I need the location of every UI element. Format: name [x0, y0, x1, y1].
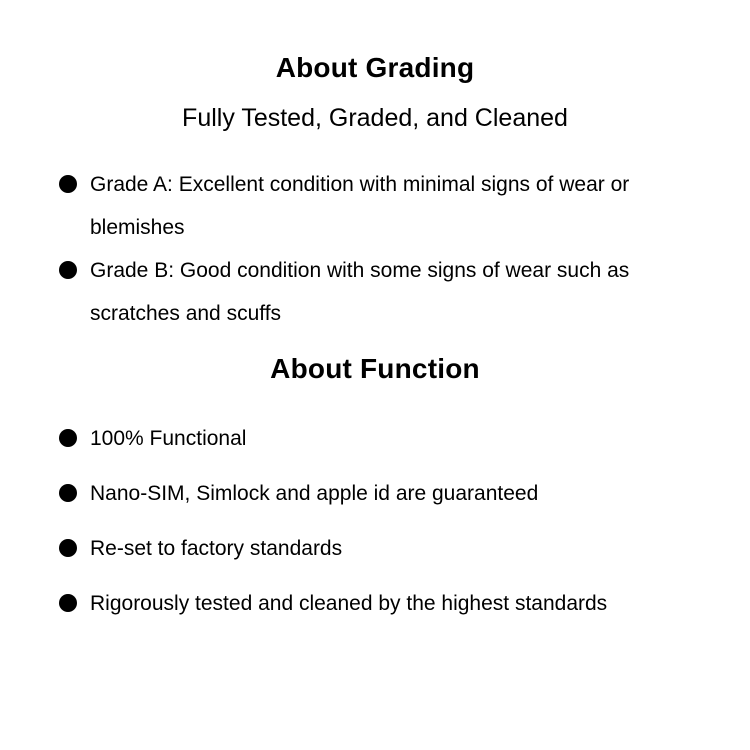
list-item: [59, 163, 750, 249]
list-item: [59, 582, 750, 625]
list-item-text: 100% Functional: [90, 427, 247, 450]
list-item: [59, 417, 750, 460]
list-item-text: Nano-SIM, Simlock and apple id are guaranteed: [90, 482, 539, 505]
function-section-title: About Function: [270, 353, 480, 384]
list-item: [59, 249, 750, 335]
grading-section-title: About Grading: [275, 52, 475, 83]
list-item: [59, 527, 750, 570]
list-item-text: Re-set to factory standards: [90, 537, 343, 560]
list-item-text: Grade A: Excellent condition with minimal signs of wear or blemishes: [90, 173, 630, 239]
bullet-circle-icon: [59, 539, 77, 557]
list-item-text: Rigorously tested and cleaned by the highest standards: [90, 592, 608, 615]
bullet-circle-icon: [59, 484, 77, 502]
bullet-circle-icon: [59, 175, 77, 193]
bullet-circle-icon: [59, 429, 77, 447]
grading-list: [0, 163, 750, 335]
bullet-circle-icon: [59, 261, 77, 279]
list-item-text: Grade B: Good condition with some signs of wear such as scratches and scuffs: [90, 259, 630, 325]
function-list: [0, 417, 750, 625]
list-item: [59, 472, 750, 515]
grading-subtitle: Fully Tested, Graded, and Cleaned: [182, 104, 568, 132]
bullet-circle-icon: [59, 594, 77, 612]
